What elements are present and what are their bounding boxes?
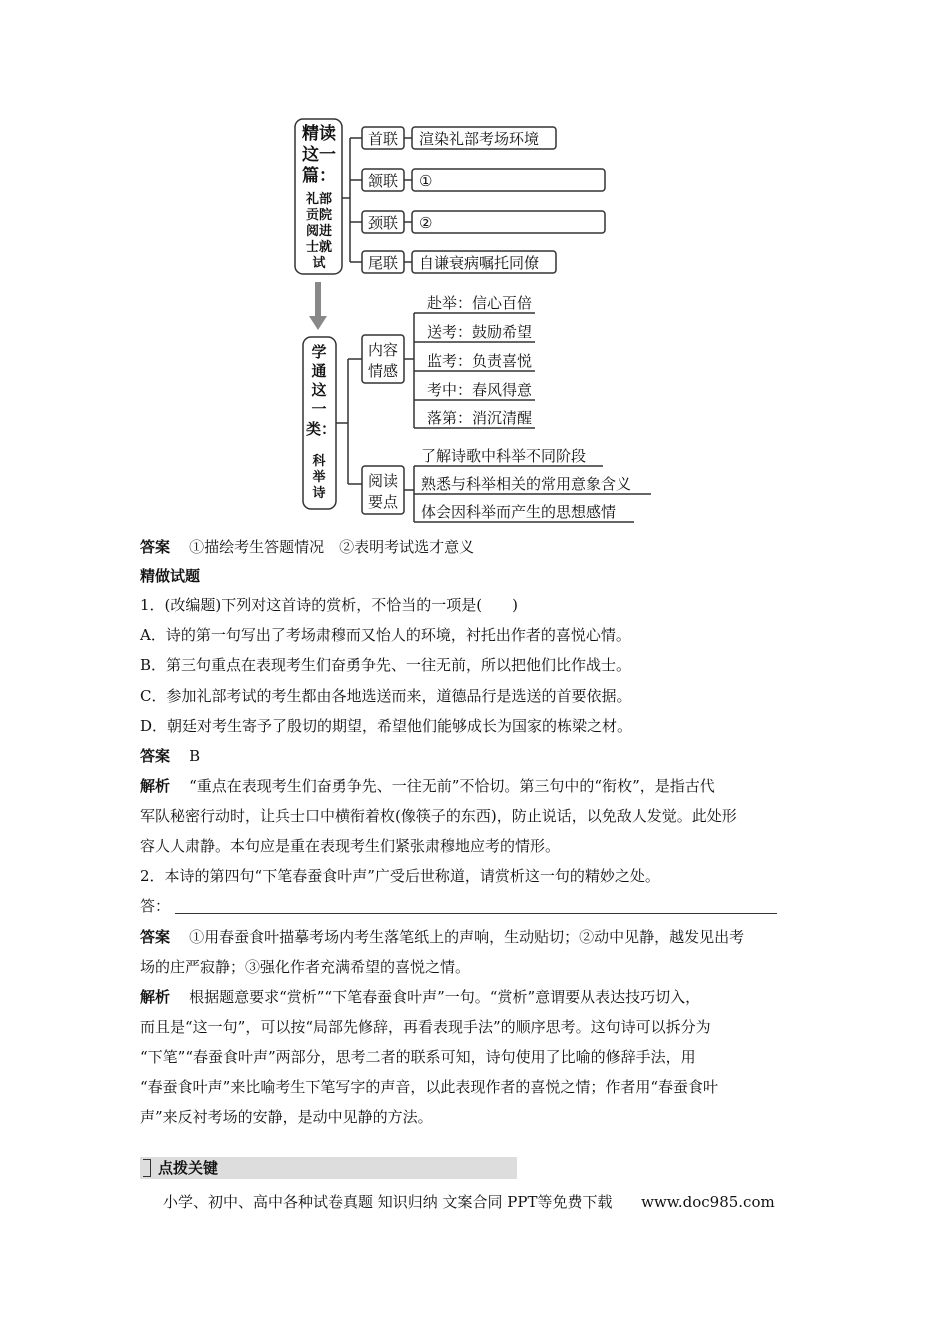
- branch-content-4: 自谦衰病嘱托同僚: [419, 254, 540, 272]
- group1-item-1: 赴举：信心百倍: [427, 294, 533, 312]
- group1-item-3: 监考：负责喜悦: [427, 352, 533, 370]
- down-arrow-shaft: [315, 282, 321, 318]
- top-box-text-6: 阅进: [305, 224, 333, 239]
- q1-analysis-text-1: “重点在表现考生们奋勇争先、一往无前”不恰切。第三句中的“衔枚”，是指古代: [189, 777, 715, 795]
- q1-answer-value: B: [189, 747, 201, 765]
- key-section-title: 点拨关键: [158, 1159, 219, 1177]
- q1-option-d: D．朝廷对考生寄予了殷切的期望，希望他们能够成长为国家的栋梁之材。: [140, 717, 633, 735]
- footer: [163, 1192, 775, 1212]
- mind-map-diagram: [0, 0, 950, 530]
- footer-site-link[interactable]: www.doc985.com: [641, 1193, 775, 1211]
- top-connector: [342, 138, 362, 262]
- top-box-text-7: 士就: [305, 240, 333, 255]
- q1-answer-label: 答案: [140, 747, 171, 765]
- q2-analysis-text-1: 根据题意要求“赏析”“下笔春蚕食叶声”一句。“赏析”意谓要从表达技巧切入，: [189, 988, 701, 1006]
- q2-answer-text-1: ①用春蚕食叶描摹考场内考生落笔纸上的声响，生动贴切；②动中见静，越发见出考: [189, 928, 745, 946]
- branch-content-3: ②: [419, 214, 433, 232]
- answer-text: ①描绘考生答题情况 ②表明考试选才意义: [189, 538, 475, 556]
- top-box-text-8: 试: [312, 256, 326, 271]
- q2-answer-label: 答案: [140, 928, 171, 946]
- bottom-box-text-6: 科: [312, 454, 326, 469]
- q1-analysis-line-2: 军队秘密行动时，让兵士口中横衔着枚(像筷子的东西)，防止说话，以免敌人发觉。此处形: [140, 807, 737, 825]
- group2-item-3: 体会因科举而产生的思想感情: [421, 503, 617, 521]
- group1-item-5: 落第：消沉清醒: [427, 409, 533, 427]
- top-box-text-1: 精读: [302, 124, 336, 144]
- bottom-box-text-1: 学: [311, 343, 327, 361]
- branch-content-1: 渲染礼部考场环境: [419, 130, 540, 148]
- top-box-text-2: 这一: [302, 145, 336, 165]
- bracket-icon: [143, 1159, 151, 1177]
- q2-analysis-line-5: 声”来反衬考场的安静，是动中见静的方法。: [140, 1108, 433, 1126]
- bottom-box-text-5: 类：: [305, 420, 337, 438]
- branch-label-1: 首联: [367, 130, 399, 148]
- top-box-text-3: 篇：: [302, 166, 336, 186]
- q1-analysis-line-1: [140, 776, 715, 796]
- group2-label-2: 要点: [367, 493, 399, 511]
- branch-label-3: 颈联: [367, 214, 399, 232]
- top-box-text-4: 礼部: [305, 192, 333, 207]
- q2-analysis-line-3: “下笔”“春蚕食叶声”两部分，思考二者的联系可知，诗句使用了比喻的修辞手法，用: [140, 1048, 696, 1066]
- q2-stem: 2．本诗的第四句“下笔春蚕食叶声”广受后世称道，请赏析这一句的精妙之处。: [140, 867, 660, 885]
- top-box-text-5: 贡院: [305, 208, 333, 223]
- bottom-box-text-7: 举: [312, 470, 326, 485]
- q1-option-a: A．诗的第一句写出了考场肃穆而又怡人的环境，衬托出作者的喜悦心情。: [140, 626, 631, 644]
- q1-answer: [140, 746, 200, 766]
- q1-analysis-label: 解析: [140, 777, 171, 795]
- q2-answer-prompt: 答：: [140, 897, 171, 915]
- group2-label-1: 阅读: [367, 472, 399, 490]
- bottom-box-text-3: 这: [311, 381, 327, 399]
- q2-answer-blank-line[interactable]: [175, 913, 777, 914]
- q1-option-c: C．参加礼部考试的考生都由各地选送而来，道德品行是选送的首要依据。: [140, 687, 632, 705]
- q1-option-b: B．第三句重点在表现考生们奋勇争先、一往无前，所以把他们比作战士。: [140, 656, 632, 674]
- answer-label: 答案: [140, 538, 171, 556]
- down-arrow-head: [309, 316, 327, 330]
- bottom-box-text-8: 诗: [312, 486, 326, 501]
- branch-label-2: 颔联: [367, 172, 399, 190]
- diagram-answer: [140, 537, 474, 557]
- group1-label-2: 情感: [367, 362, 399, 380]
- q2-answer-line-1: [140, 927, 744, 947]
- bottom-box-text-4: 一: [311, 400, 327, 418]
- group2-item-2: 熟悉与科举相关的常用意象含义: [421, 475, 632, 493]
- q1-stem: 1．(改编题)下列对这首诗的赏析，不恰当的一项是( ): [140, 596, 518, 614]
- q1-analysis-line-3: 容人人肃静。本句应是重在表现考生们紧张肃穆地应考的情形。: [140, 837, 561, 855]
- branch-label-4: 尾联: [367, 254, 399, 272]
- group2-item-1: 了解诗歌中科举不同阶段: [421, 447, 587, 465]
- branch-content-2: ①: [419, 172, 433, 190]
- q2-analysis-line-1: [140, 987, 700, 1007]
- bottom-box-text-2: 通: [311, 362, 327, 380]
- q2-answer-line-2: 场的庄严寂静；③强化作者充满希望的喜悦之情。: [140, 958, 471, 976]
- section-title: 精做试题: [140, 567, 201, 585]
- group1-item-2: 送考：鼓励希望: [427, 323, 533, 341]
- q2-analysis-label: 解析: [140, 988, 171, 1006]
- group1-label-1: 内容: [367, 341, 399, 359]
- q2-analysis-line-4: “春蚕食叶声”来比喻考生下笔写字的声音，以此表现作者的喜悦之情；作者用“春蚕食叶: [140, 1078, 719, 1096]
- q2-analysis-line-2: 而且是“这一句”，可以按“局部先修辞，再看表现手法”的顺序思考。这句诗可以拆分为: [140, 1018, 711, 1036]
- group1-item-4: 考中：春风得意: [427, 381, 533, 399]
- footer-text: 小学、初中、高中各种试卷真题 知识归纳 文案合同 PPT等免费下载: [163, 1193, 613, 1211]
